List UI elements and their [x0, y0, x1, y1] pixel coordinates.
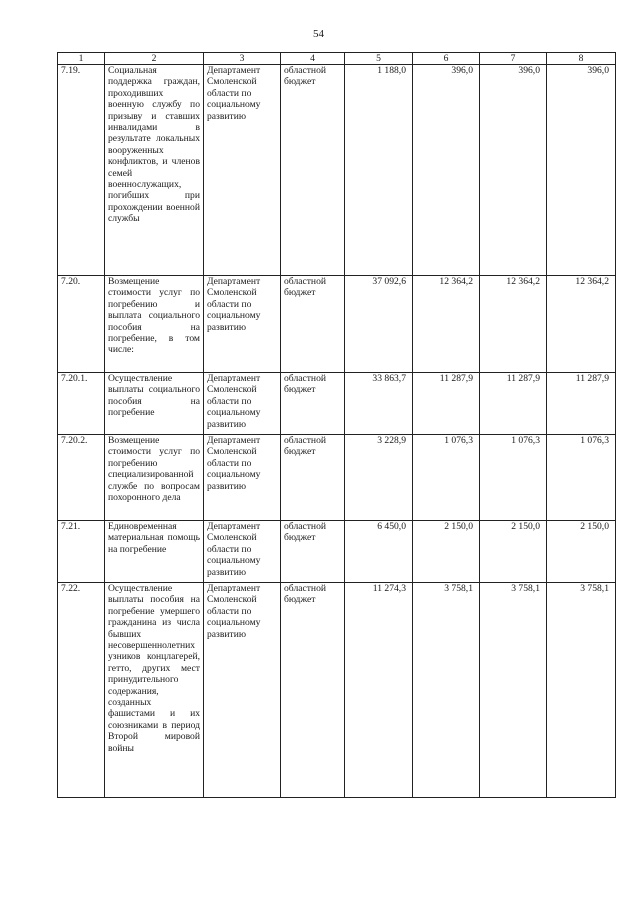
year-3-amount: 3 758,1 — [547, 583, 616, 798]
header-col-3: 3 — [204, 53, 281, 65]
header-col-7: 7 — [480, 53, 547, 65]
department: Департамент Смоленской области по социальному развитию — [204, 276, 281, 373]
funding-source: областной бюджет — [281, 521, 345, 583]
year-1-amount: 3 758,1 — [413, 583, 480, 798]
total-amount: 6 450,0 — [345, 521, 413, 583]
row-number: 7.21. — [58, 521, 105, 583]
total-amount: 33 863,7 — [345, 373, 413, 435]
year-1-amount: 2 150,0 — [413, 521, 480, 583]
year-3-amount: 396,0 — [547, 65, 616, 276]
table-row — [58, 583, 616, 798]
table-row — [58, 276, 616, 373]
header-col-2: 2 — [105, 53, 204, 65]
department: Департамент Смоленской области по социальному развитию — [204, 65, 281, 276]
year-2-amount: 1 076,3 — [480, 435, 547, 521]
department: Департамент Смоленской области по социальному развитию — [204, 583, 281, 798]
measure-name: Социальная поддержка граждан, проходивших военную службу по призыву и ставших инвалидами в результате локальных вооруженных конфликтов, и членов семей военнослужащих, погибших при прохождении военной службы — [105, 65, 204, 276]
year-2-amount: 2 150,0 — [480, 521, 547, 583]
year-2-amount: 3 758,1 — [480, 583, 547, 798]
header-col-1: 1 — [58, 53, 105, 65]
year-2-amount: 12 364,2 — [480, 276, 547, 373]
measure-name: Осуществление выплаты пособия на погребение умершего гражданина из числа бывших несовершеннолетних узников концлагерей, гетто, других мест принудительного содержания, созданных фашистами и их союзниками в период Второй мировой войны — [105, 583, 204, 798]
row-number: 7.22. — [58, 583, 105, 798]
funding-source: областной бюджет — [281, 583, 345, 798]
measure-name: Возмещение стоимости услуг по погребению и выплата социального пособия на погребение, в том числе: — [105, 276, 204, 373]
department: Департамент Смоленской области по социальному развитию — [204, 521, 281, 583]
year-2-amount: 11 287,9 — [480, 373, 547, 435]
funding-source: областной бюджет — [281, 435, 345, 521]
funding-source: областной бюджет — [281, 65, 345, 276]
budget-table — [57, 52, 616, 798]
year-2-amount: 396,0 — [480, 65, 547, 276]
measure-name: Осуществление выплаты социального пособия на погребение — [105, 373, 204, 435]
table-row — [58, 521, 616, 583]
year-1-amount: 12 364,2 — [413, 276, 480, 373]
department: Департамент Смоленской области по социальному развитию — [204, 435, 281, 521]
table-row — [58, 373, 616, 435]
year-1-amount: 11 287,9 — [413, 373, 480, 435]
total-amount: 3 228,9 — [345, 435, 413, 521]
header-col-8: 8 — [547, 53, 616, 65]
header-col-6: 6 — [413, 53, 480, 65]
funding-source: областной бюджет — [281, 373, 345, 435]
page-number: 54 — [313, 28, 324, 40]
year-1-amount: 1 076,3 — [413, 435, 480, 521]
funding-source: областной бюджет — [281, 276, 345, 373]
year-3-amount: 2 150,0 — [547, 521, 616, 583]
total-amount: 37 092,6 — [345, 276, 413, 373]
header-row — [58, 53, 616, 65]
row-number: 7.20.2. — [58, 435, 105, 521]
total-amount: 1 188,0 — [345, 65, 413, 276]
header-col-4: 4 — [281, 53, 345, 65]
year-1-amount: 396,0 — [413, 65, 480, 276]
total-amount: 11 274,3 — [345, 583, 413, 798]
row-number: 7.19. — [58, 65, 105, 276]
year-3-amount: 11 287,9 — [547, 373, 616, 435]
header-col-5: 5 — [345, 53, 413, 65]
department: Департамент Смоленской области по социальному развитию — [204, 373, 281, 435]
measure-name: Возмещение стоимости услуг по погребению специализированной службе по вопросам похоронного дела — [105, 435, 204, 521]
year-3-amount: 1 076,3 — [547, 435, 616, 521]
table-row — [58, 435, 616, 521]
table-header — [58, 53, 616, 65]
table-row — [58, 65, 616, 276]
measure-name: Единовременная материальная помощь на погребение — [105, 521, 204, 583]
year-3-amount: 12 364,2 — [547, 276, 616, 373]
row-number: 7.20.1. — [58, 373, 105, 435]
row-number: 7.20. — [58, 276, 105, 373]
